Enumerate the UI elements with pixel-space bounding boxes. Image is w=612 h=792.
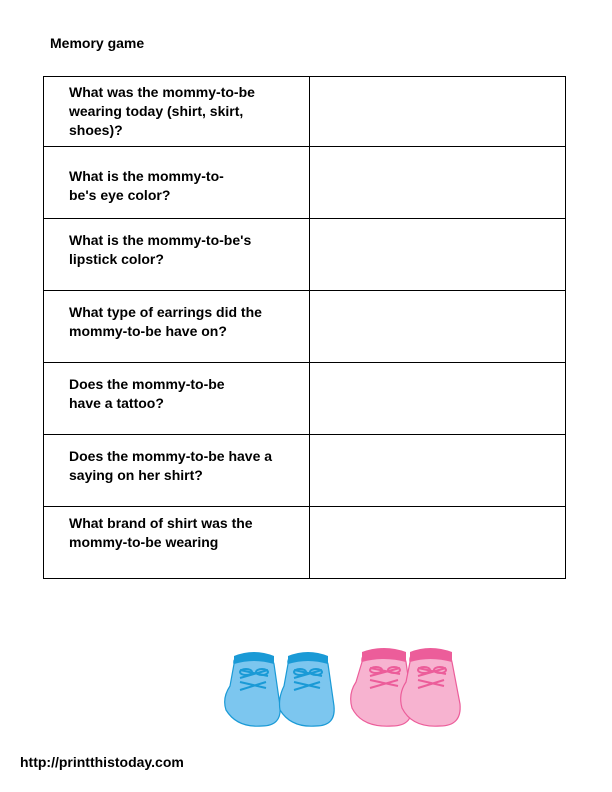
answer-cell[interactable] — [310, 363, 566, 435]
question-cell — [44, 147, 310, 219]
answer-cell[interactable] — [310, 291, 566, 363]
page-title: Memory game — [50, 35, 145, 51]
blue-shoe-icon — [225, 652, 281, 726]
table-row — [44, 363, 566, 435]
table-row — [44, 291, 566, 363]
question-text: What type of earrings did the mommy-to-be have on? — [69, 304, 262, 339]
table-row — [44, 77, 566, 147]
question-table — [43, 76, 566, 579]
question-cell — [44, 435, 310, 507]
question-cell — [44, 219, 310, 291]
table-row — [44, 435, 566, 507]
question-cell — [44, 507, 310, 579]
answer-cell[interactable] — [310, 77, 566, 147]
answer-cell[interactable] — [310, 219, 566, 291]
table-row — [44, 147, 566, 219]
question-text: What brand of shirt was the mommy-to-be wearing — [69, 515, 253, 550]
question-text: Does the mommy-to-be have a tattoo? — [69, 376, 225, 411]
footer-url: http://printthistoday.com — [20, 754, 184, 770]
question-text: What is the mommy-to-be's lipstick color? — [69, 232, 252, 267]
question-text: What was the mommy-to-be wearing today (shirt, skirt, shoes)? — [69, 84, 255, 138]
question-cell — [44, 291, 310, 363]
answer-cell[interactable] — [310, 507, 566, 579]
answer-cell[interactable] — [310, 435, 566, 507]
answer-cell[interactable] — [310, 147, 566, 219]
pink-shoe-icon — [401, 648, 461, 726]
table-row — [44, 219, 566, 291]
blue-shoe-icon — [280, 652, 335, 726]
baby-shoes-icon — [222, 646, 472, 730]
question-cell — [44, 363, 310, 435]
question-text: What is the mommy-to-be's eye color? — [69, 168, 224, 203]
table-row — [44, 507, 566, 579]
question-cell — [44, 77, 310, 147]
question-text: Does the mommy-to-be have a saying on her shirt? — [69, 448, 273, 483]
